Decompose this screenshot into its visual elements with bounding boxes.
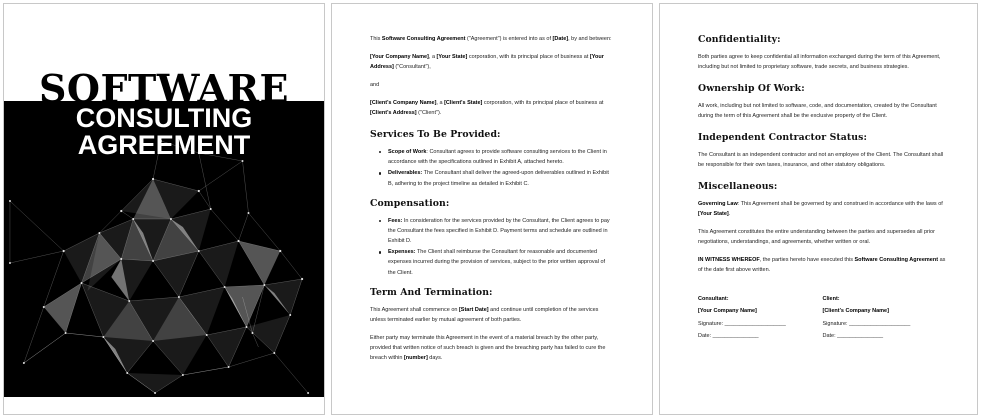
- list-item: Scope of Work: Consultant agrees to provide software consulting services to the Client in accordance with the specifications outlined in Exhibit A, attached hereto.: [370, 147, 614, 167]
- ownership-paragraph: All work, including but not limited to software, code, and documentation, created by the Consultant during the term of this Agreement shall be the exclusive property of the Client.: [698, 103, 937, 119]
- cover-layout: [4, 4, 324, 414]
- term-paragraph-2: Either party may terminate this Agreement in the event of a material breach by the other party, provided that written notice of such breach is given and the breaching party has failed to cure the breach within [number] days.: [370, 334, 606, 361]
- intro-paragraph-4: [Client's Company Name], a [Client's State] corporation, with its principal place of business at [Client's Address] ("Client").: [370, 100, 604, 116]
- cover-title-word: SOFTWARE: [38, 66, 290, 111]
- intro-paragraph-2: [Your Company Name], a [Your State] corporation, with its principal place of business at [Your Address] ("Consultant"),: [370, 54, 604, 70]
- signature-column-consultant: [698, 293, 823, 343]
- governing-law-paragraph: Governing Law: This Agreement shall be governed by and construed in accordance with the laws of [Your State].: [698, 201, 943, 217]
- heading-confidentiality: Confidentiality:: [698, 34, 781, 45]
- consultant-date-field[interactable]: Date: _______________: [698, 333, 759, 340]
- list-item: Deliverables: The Consultant shall deliver the agreed-upon deliverables outlined in Exhibit B, adhering to the project timeline as detailed in Exhibit C.: [370, 168, 614, 188]
- intro-paragraph-1: This Software Consulting Agreement ("Agreement") is entered into as of [Date], by and between:: [370, 36, 612, 42]
- compensation-bullet-list: [370, 216, 614, 278]
- page-two[interactable]: [331, 3, 653, 415]
- client-date-field[interactable]: Date: _______________: [822, 333, 884, 340]
- heading-miscellaneous: Miscellaneous:: [698, 181, 778, 192]
- services-bullet-list: [370, 147, 614, 189]
- cover-subtitle-line-1: CONSULTING: [75, 103, 253, 133]
- list-item: Fees: In consideration for the services provided by the Consultant, the Client agrees to pay the Consultant the fees specified in Exhibit D. Payment terms and schedule are outlined in Exhibit D.: [370, 216, 614, 247]
- contractor-paragraph: The Consultant is an independent contractor and not an employee of the Client. The Consultant shall be responsible for their own taxes, insurance, and other statutory obligations.: [698, 152, 944, 168]
- consultant-company-name: [Your Company Name]: [698, 308, 757, 315]
- signature-block: [698, 293, 947, 343]
- heading-term-and-termination: Term And Termination:: [370, 286, 493, 298]
- page-two-content: [370, 34, 614, 398]
- page-three-content: [698, 34, 947, 398]
- consultant-label: Consultant:: [698, 296, 729, 302]
- list-item: Expenses: The Client shall reimburse the Consultant for reasonable and documented expenses incurred during the provision of services, subject to the prior written approval of the Client.: [370, 247, 614, 278]
- witness-whereof-paragraph: IN WITNESS WHEREOF, the parties hereto have executed this Software Consulting Agreement as of the date first above written.: [698, 257, 946, 273]
- heading-independent-contractor-status: Independent Contractor Status:: [698, 132, 868, 143]
- client-signature-field[interactable]: Signature: ____________________: [822, 320, 911, 327]
- consultant-signature-field[interactable]: Signature: ____________________: [698, 320, 786, 327]
- intro-paragraph-3: and: [370, 82, 380, 88]
- signature-column-client: [823, 293, 948, 343]
- client-company-name: [Client's Company Name]: [822, 308, 889, 315]
- client-label: Client:: [822, 296, 840, 302]
- heading-compensation: Compensation:: [370, 197, 450, 209]
- page-cover[interactable]: [3, 3, 325, 415]
- heading-ownership-of-work: Ownership Of Work:: [698, 83, 805, 94]
- heading-services-to-be-provided: Services To Be Provided:: [370, 129, 501, 140]
- term-paragraph-1: This Agreement shall commence on [Start Date] and continue until completion of the services unless terminated earlier by mutual agreement of both parties.: [370, 306, 599, 323]
- confidentiality-paragraph: Both parties agree to keep confidential all information exchanged during the term of this Agreement, including but not limited to proprietary software, trade secrets, and business strategies.: [698, 54, 941, 70]
- cover-subtitle-line-2: AGREEMENT: [77, 130, 251, 160]
- page-three[interactable]: [659, 3, 978, 415]
- entire-agreement-paragraph: This Agreement constitutes the entire understanding between the parties and supersedes all prior negotiations, understandings, and agreements, whether written or oral.: [698, 229, 935, 245]
